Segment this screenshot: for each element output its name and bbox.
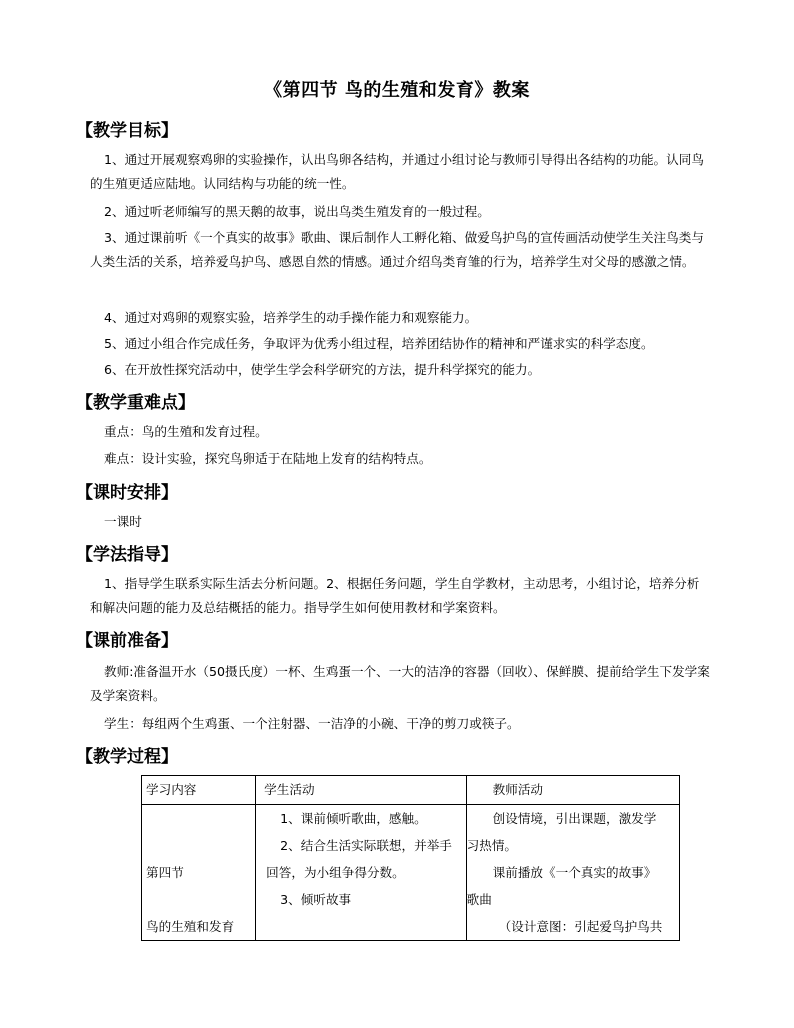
content-line [146, 886, 255, 913]
process-table [141, 775, 680, 941]
content-cell [142, 805, 256, 941]
keypoint-focus: 重点：鸟的生殖和发育过程。 [104, 424, 268, 439]
section-heading-method: 【学法指导】 [76, 545, 178, 565]
teacher-activity-cell [466, 805, 679, 941]
student-line [266, 913, 465, 940]
student-activity-cell [256, 805, 466, 941]
content-line [146, 832, 255, 859]
content-line: 鸟的生殖和发育 [146, 919, 235, 934]
table-header-cell: 学习内容 [142, 776, 256, 805]
keypoint-difficulty: 难点：设计实验，探究鸟卵适于在陆地上发育的结构特点。 [104, 451, 432, 466]
section-heading-keypoints: 【教学重难点】 [76, 393, 195, 413]
student-line: 回答，为小组争得分数。 [266, 865, 405, 880]
student-line: 2、结合生活实际联想，并举手 [280, 838, 452, 853]
teacher-line: 创设情境，引出课题，激发学 [492, 811, 657, 826]
method-text: 1、指导学生联系实际生活去分析问题。2、根据任务问题，学生自学教材，主动思考，小组讨论，培养分析和解决问题的能力及总结概括的能力。指导学生如何使用教材和学案资料。 [90, 576, 700, 615]
table-header-cell: 学生活动 [256, 776, 466, 805]
teacher-line: 习热情。 [466, 838, 517, 853]
student-line: 3、倾听故事 [280, 892, 352, 907]
content-line: 第四节 [146, 865, 184, 880]
goal-item-2: 2、通过听老师编写的黑天鹅的故事，说出鸟类生殖发育的一般过程。 [104, 204, 490, 219]
section-heading-process: 【教学过程】 [76, 747, 178, 767]
table-header-cell: 教师活动 [466, 776, 679, 805]
prep-student: 学生：每组两个生鸡蛋、一个注射器、一洁净的小碗、干净的剪刀或筷子。 [104, 716, 520, 731]
teacher-line: 课前播放《一个真实的故事》 [492, 865, 657, 880]
student-line: 1、课前倾听歌曲，感触。 [280, 811, 427, 826]
goal-item-3: 3、通过课前听《一个真实的故事》歌曲、课后制作人工孵化箱、做爱鸟护鸟的宣传画活动使学生关注鸟类与人类生活的关系，培养爱鸟护鸟、感恩自然的情感。通过介绍鸟类育雏的行为，培养学生对父母的感激之情。 [90, 230, 704, 269]
teacher-line: 歌曲 [466, 892, 492, 907]
table-row [142, 805, 680, 941]
goal-item-4: 4、通过对鸡卵的观察实验，培养学生的动手操作能力和观察能力。 [104, 310, 478, 325]
section-heading-goals: 【教学目标】 [76, 121, 178, 141]
section-heading-schedule: 【课时安排】 [76, 483, 178, 503]
table-header-row [142, 776, 680, 805]
goal-item-1: 1、通过开展观察鸡卵的实验操作，认出鸟卵各结构，并通过小组讨论与教师引导得出各结构的功能。认同鸟的生殖更适应陆地。认同结构与功能的统一性。 [90, 152, 704, 191]
section-heading-prep: 【课前准备】 [76, 631, 178, 651]
schedule-text: 一课时 [104, 514, 142, 529]
content-line [146, 805, 255, 832]
goal-item-6: 6、在开放性探究活动中，使学生学会科学研究的方法，提升科学探究的能力。 [104, 362, 541, 377]
goal-item-5: 5、通过小组合作完成任务，争取评为优秀小组过程，培养团结协作的精神和严谨求实的科学态度。 [104, 336, 654, 351]
teacher-line: （设计意图：引起爱鸟护鸟共 [498, 919, 663, 934]
document-title: 《第四节 鸟的生殖和发育》教案 [264, 80, 530, 101]
prep-teacher: 教师:准备温开水（50摄氏度）一杯、生鸡蛋一个、一大的洁净的容器（回收）、保鲜膜、提前给学生下发学案及学案资料。 [90, 664, 710, 703]
